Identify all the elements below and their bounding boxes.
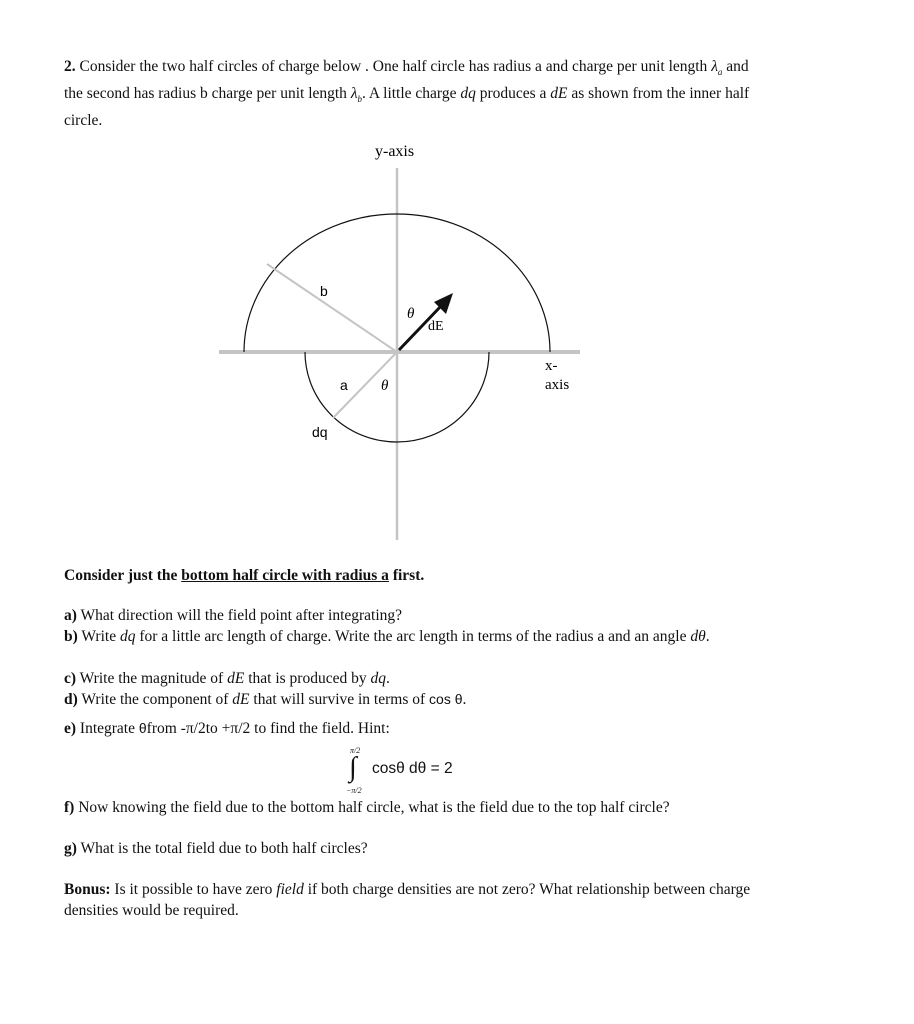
theta-top-label: θ [407, 306, 415, 322]
question-e-upper: +π/2 [221, 720, 251, 737]
problem-intro-3: . A little charge [362, 85, 457, 103]
integral-sign: ∫ [349, 752, 357, 783]
problem-number: 2. [64, 58, 76, 75]
question-e-theta: θ [138, 720, 147, 736]
question-a-label: a) [64, 607, 77, 624]
question-a-text: What direction will the field point after integrating? [80, 607, 403, 624]
radius-a-label: a [340, 377, 348, 393]
problem-intro-1: Consider the two half circles of charge below . One half circle has radius a and charge per unit length [79, 58, 708, 75]
x-axis-label-line-1: x- [545, 358, 558, 374]
question-d-label: d) [64, 691, 78, 708]
question-d [64, 689, 754, 710]
question-b [64, 626, 754, 647]
question-f-label: f) [64, 799, 75, 816]
radius-b-line [267, 264, 397, 352]
theta-bottom-label: θ [381, 378, 389, 394]
problem-intro-2: and the second has radius b charge per unit length [64, 58, 749, 103]
question-a [64, 605, 754, 626]
question-d-dE: dE [232, 691, 250, 708]
lambda-b-subscript: b [357, 94, 363, 105]
section-heading [64, 565, 754, 586]
bonus-question [64, 879, 754, 921]
bonus-text-1: Is it possible to have zero [114, 881, 273, 898]
lambda-a-subscript: a [717, 67, 723, 78]
question-e-label: e) [64, 720, 77, 737]
integral-upper-limit: π/2 [350, 746, 361, 755]
section-suffix: first. [392, 567, 425, 584]
question-d-text-1: Write the component of [81, 691, 229, 708]
question-c-end: . [385, 670, 390, 687]
hint-integral [346, 746, 486, 798]
question-e-text-2: from [146, 720, 177, 737]
radius-b-label: b [320, 283, 328, 299]
section-underlined: bottom half circle with radius a [181, 567, 389, 584]
question-e-text-4: to find the field. Hint: [254, 720, 390, 737]
question-f [64, 797, 754, 818]
question-g [64, 838, 754, 859]
lambda-a-symbol: λ [711, 58, 718, 75]
section-prefix: Consider just the [64, 567, 178, 584]
question-c-text-1: Write the magnitude of [79, 670, 224, 687]
question-e [64, 718, 754, 739]
problem-dq: dq [460, 85, 476, 103]
dE-label: dE [428, 319, 444, 334]
lambda-b-symbol: λ [350, 85, 358, 103]
question-c-label: c) [64, 670, 77, 687]
question-c-dE: dE [227, 670, 245, 687]
x-axis-label-line-2: axis [545, 377, 570, 393]
question-b-label: b) [64, 628, 78, 645]
question-d-text-2: that will survive in terms of [253, 691, 426, 708]
question-b-text-2: for a little arc length of charge. Write the arc length in terms of the radius a and an angle [139, 628, 687, 645]
bonus-label: Bonus: [64, 881, 111, 898]
question-e-lower: -π/2 [180, 720, 206, 737]
question-c [64, 668, 754, 689]
problem-intro-4: produces a [479, 85, 547, 103]
question-b-text-1: Write [81, 628, 117, 645]
question-e-text-3: to [205, 720, 218, 737]
integral-lower-limit: −π/2 [346, 786, 362, 795]
question-f-text: Now knowing the field due to the bottom half circle, what is the field due to the top half circle? [78, 799, 670, 816]
bonus-text-2: if both charge densities are not zero? What relationship between charge densities would be required. [64, 881, 751, 919]
question-c-dq: dq [370, 670, 386, 687]
question-b-dtheta: dθ [690, 628, 706, 645]
question-c-text-2: that is produced by [248, 670, 367, 687]
question-g-text: What is the total field due to both half circles? [80, 840, 368, 857]
question-d-end: . [462, 691, 467, 708]
dq-label: dq [312, 424, 328, 440]
integral-integrand: cosθ dθ = 2 [372, 760, 453, 777]
question-e-text-1: Integrate [79, 720, 135, 737]
problem-intro-5: as shown from the inner half circle. [64, 85, 750, 130]
problem-dE: dE [550, 85, 568, 103]
question-b-dq: dq [119, 628, 136, 645]
question-d-cos: cos θ [429, 691, 463, 707]
question-g-label: g) [64, 840, 77, 857]
bonus-field-word: field [276, 881, 304, 898]
y-axis-label: y-axis [375, 143, 415, 160]
question-b-end: . [705, 628, 710, 645]
